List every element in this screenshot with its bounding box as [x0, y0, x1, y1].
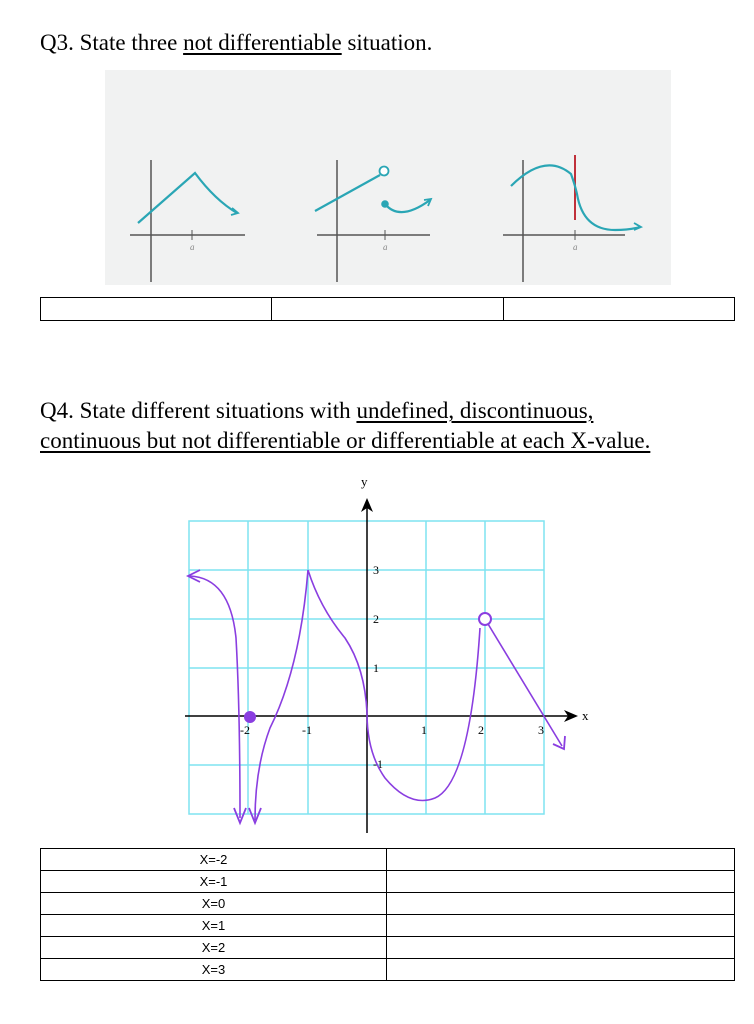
answer-cell[interactable] — [387, 915, 735, 937]
q4-text-before: State different situations with — [73, 398, 357, 423]
answer-cell[interactable] — [387, 937, 735, 959]
q4-answer-table — [40, 848, 735, 981]
row-label: X=2 — [41, 937, 387, 959]
q3-figure — [105, 70, 671, 285]
q4-graph — [160, 468, 600, 840]
q3-answer-cell-2[interactable] — [272, 298, 503, 321]
curve-rising-to-cusp — [255, 570, 308, 820]
row-label: X=-2 — [41, 849, 387, 871]
table-row — [41, 871, 735, 893]
q4-question — [40, 396, 593, 425]
table-row — [41, 915, 735, 937]
q3-graph-jump — [315, 160, 431, 282]
open-dot-x-2 — [479, 613, 491, 625]
q4-label: Q4. — [40, 398, 74, 423]
q3-answer-cell-3[interactable] — [503, 298, 734, 321]
table-row — [41, 959, 735, 981]
q3-text-before: State three — [73, 30, 184, 55]
table-row — [41, 849, 735, 871]
q4-text-underlined-1: undefined, discontinuous, — [356, 398, 594, 423]
y-tick-minus-1: -1 — [373, 757, 383, 771]
x-tick-1: 1 — [421, 723, 427, 737]
table-row — [41, 893, 735, 915]
q4-axes — [185, 498, 578, 833]
curve-left-branch — [190, 576, 240, 818]
closed-dot-x-minus-2 — [244, 711, 256, 723]
answer-cell[interactable] — [387, 959, 735, 981]
table-row — [41, 937, 735, 959]
curve-cusp-to-origin — [308, 570, 367, 713]
q3-graph-corner — [130, 160, 245, 282]
q3-graph2-tick-label: a — [383, 242, 388, 252]
q4-curve — [190, 570, 562, 820]
row-label: X=3 — [41, 959, 387, 981]
q3-text-underlined: not differentiable — [183, 30, 342, 55]
answer-cell[interactable] — [387, 893, 735, 915]
q3-text-after: situation. — [341, 30, 433, 55]
curve-valley-to-hole — [367, 628, 480, 801]
x-tick-3: 3 — [538, 723, 544, 737]
q3-graph3-tick-label: a — [573, 242, 578, 252]
q3-label: Q3. — [40, 30, 74, 55]
q3-answer-table — [40, 297, 735, 321]
q3-graph-vertical-tangent — [503, 155, 641, 282]
row-label: X=1 — [41, 915, 387, 937]
q3-answer-cell-1[interactable] — [41, 298, 272, 321]
answer-cell[interactable] — [387, 871, 735, 893]
x-tick-2: 2 — [478, 723, 484, 737]
curve-line-segment — [485, 619, 562, 746]
q4-question-line-2 — [40, 426, 650, 455]
q4-text-underlined-2: continuous but not differentiable or differentiable at each X-value. — [40, 428, 651, 453]
answer-cell[interactable] — [387, 849, 735, 871]
y-tick-2: 2 — [373, 612, 379, 626]
x-axis-label: x — [582, 708, 589, 723]
y-tick-1: 1 — [373, 661, 379, 675]
y-axis-label: y — [361, 474, 368, 489]
q3-graph1-tick-label: a — [190, 242, 195, 252]
x-tick-minus-2: -2 — [240, 723, 250, 737]
x-tick-minus-1: -1 — [302, 723, 312, 737]
q3-question — [40, 28, 432, 57]
q3-open-dot — [380, 167, 389, 176]
y-tick-3: 3 — [373, 563, 379, 577]
row-label: X=0 — [41, 893, 387, 915]
row-label: X=-1 — [41, 871, 387, 893]
